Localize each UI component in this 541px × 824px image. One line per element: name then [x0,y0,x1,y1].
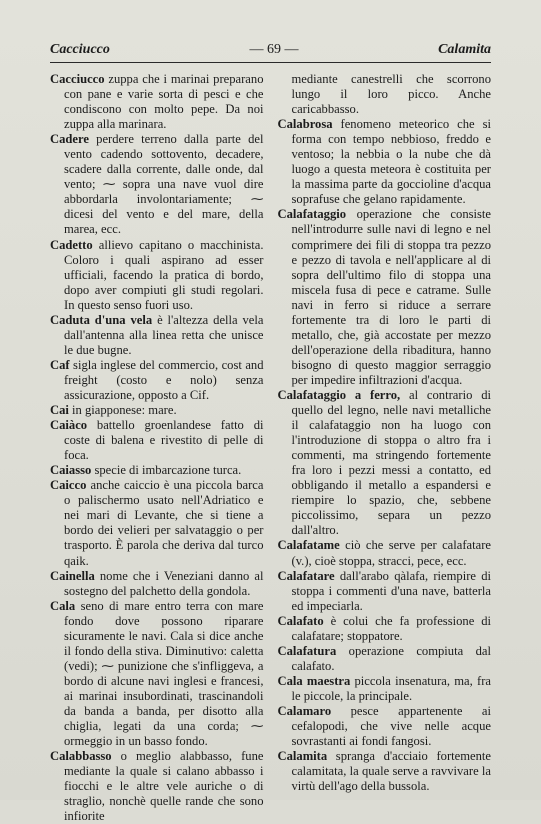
dictionary-entry [50,418,264,463]
entry-headword: Cacciucco [50,72,105,86]
dictionary-entry [278,388,492,538]
entry-definition: è l'altezza della vela dall'antenna alla linea retta che unisce le due bugne. [64,312,264,357]
running-header [50,42,491,58]
entry-headword: Cadetto [50,237,93,252]
entry-definition: specie di imbarcazione turca. [91,463,242,478]
entry-definition: mediante canestrelli che scorrono lungo il loro picco. Anche caricabbasso. [291,72,491,117]
entry-headword: Cala [50,598,76,613]
entry-definition: battello groenlandese fatto di coste di balena e rivestito di pelle di foca. [64,418,264,463]
right-column [278,72,492,824]
entry-headword: Calabbasso [50,749,112,764]
entry-definition: o meglio alabbasso, fune mediante la quale si calano abbasso i fiocchi e le altre vele auriche o di straglio, nonchè quelle rande che sono infiorite [64,749,264,824]
entry-definition: ciò che serve per calafatare (v.), cioè stoppa, stracci, pece, ecc. [291,538,491,568]
dictionary-entry [50,132,264,237]
dictionary-entry [278,614,492,644]
dictionary-entry [278,704,492,749]
dictionary-entry [278,644,492,674]
dictionary-entry [50,72,264,132]
dictionary-entry [50,238,264,313]
entry-definition: spranga d'acciaio fortemente calamitata, la quale serve a ravvivare la virtù dell'ago della bussola. [291,749,491,794]
dictionary-entry [278,538,492,568]
dictionary-entry [50,599,264,749]
dictionary-entry [50,463,264,478]
entry-headword: Cadere [50,132,89,147]
dictionary-entry [50,749,264,824]
entry-definition: zuppa che i marinai preparano con pane e varie sorta di pesci e che condiscono con molto pepe. Da noi zuppa alla marinara. [64,72,264,132]
entry-headword: Calafataggio [277,207,347,222]
entry-headword: Calafatame [277,538,340,553]
entry-definition: perdere terreno dalla parte del vento cadendo sottovento, decadere, scadere dalla corrente, dalle onde, dal vento; ⁓ sopra una nave vuol dire abbordarla involontariamente; ⁓ dicesi del vento e del mare, della marea, ecc. [64,132,264,237]
dictionary-entry [278,569,492,614]
page-number: — 69 — [249,42,299,57]
entry-headword: Caf [50,357,70,372]
dictionary-entry [50,569,264,599]
dictionary-entry [278,117,492,207]
entry-headword: Caiasso [50,463,92,478]
entry-definition: operazione compiuta dal calafato. [291,643,491,673]
left-column [50,72,264,824]
entry-definition: piccola insenatura, ma, fra le piccole, la principale. [291,673,491,703]
text-columns [50,72,491,824]
header-right-guideword: Calamita [438,42,491,57]
entry-headword: Cala maestra [277,673,351,688]
entry-definition: dall'arabo qàlafa, riempire di stoppa i commenti d'una nave, batterla ed impeciarla. [291,568,491,613]
dictionary-entry [278,674,492,704]
entry-definition: pesce appartenente ai cefalopodi, che vive nelle acque sovrastanti ai fondi fangosi. [291,703,491,749]
entry-headword: Calamaro [277,703,332,718]
header-left-guideword: Cacciucco [50,42,110,57]
header-rule [50,62,491,63]
entry-definition: fenomeno meteorico che si forma con tempo nebbioso, freddo e ventoso; la nebbia o la nube che dà luogo a questa meteora è costituita per la massima parte da goccioline d'acqua soprafuse che gelano rapidamente. [291,117,491,207]
dictionary-entry [50,313,264,358]
entry-definition: in giapponese: mare. [68,403,177,418]
entry-definition: sigla inglese del commercio, cost and freight (costo e nolo) senza assicurazione, opposto a Cif. [64,357,264,402]
entry-headword: Calafatura [277,643,337,658]
entry-definition: al contrario di quello del legno, nelle navi metalliche il calafataggio non ha luogo con l'introduzione di stoppa o altro fra i commenti, ma stringendo fortemente fra loro i pezzi messi a contatto, ed obbligando il metallo a espandersi e riempire lo spazio, che, sebbene piccolissimo, separa un pezzo dall'altro. [291,387,491,538]
entry-headword: Cai [50,403,69,418]
entry-definition: operazione che consiste nell'introdurre sulle navi di legno e nel comprimere dei fili di stoppa tra pezzo e pezzo di tavola e nell'applicare al di sopra dell'ultimo filo di stoppa una miscela fusa di pece e catrame. Sulle navi in ferro si riduce a serrare fortemente tra di loro le parti di metallo, che, già accostate per mezzo dell'operazione della ribaditura, hanno bisogno di questo maggior serraggio per impedire infiltrazioni d'acqua. [291,207,491,387]
entry-headword: Calamita [277,749,328,764]
dictionary-entry [50,358,264,403]
entry-headword: Caicco [50,478,87,493]
entry-headword: Calafato [277,613,324,628]
entry-definition: seno di mare entro terra con mare fondo dove possono riparare sicuramente le navi. Cala si dice anche il fondo della stiva. Diminutivo: caletta (vedi); ⁓ punizione che s'infliggeva, a bordo di alcune navi inglesi e francesi, ai marinai insubordinati, trascinandoli da banda a banda, per disotto alla chiglia, legati da una corda; ⁓ ormeggio in un basso fondo. [64,598,264,749]
entry-headword: Calafatare [277,568,335,583]
dictionary-entry [278,749,492,794]
entry-headword: Calabrosa [277,117,333,132]
dictionary-entry [278,207,492,388]
entry-definition: allievo capitano o macchinista. Coloro i quali aspirano ad esser ufficiali, facendo la pratica di bordo, dopo aver compiuti gli studi regolari. In questo senso fuori uso. [64,237,264,312]
entry-headword: Calafataggio a ferro, [277,387,401,402]
entry-headword: Cainella [50,568,95,583]
entry-definition: è colui che fa professione di calafatare; stoppatore. [291,613,491,643]
entry-definition: anche caiccio è una piccola barca o palischermo usato nell'Adriatico e nei mari di Levante, che si tiene a bordo dei velieri per salvataggio o per trasporto. È parola che deriva dal turco qaik. [64,478,264,568]
dictionary-entry [50,478,264,568]
entry-definition: nome che i Veneziani danno al sostegno del palchetto della gondola. [64,568,264,598]
dictionary-entry [278,72,492,117]
dictionary-entry [50,403,264,418]
entry-headword: Caiàco [50,418,88,433]
entry-headword: Caduta d'una vela [50,312,153,327]
